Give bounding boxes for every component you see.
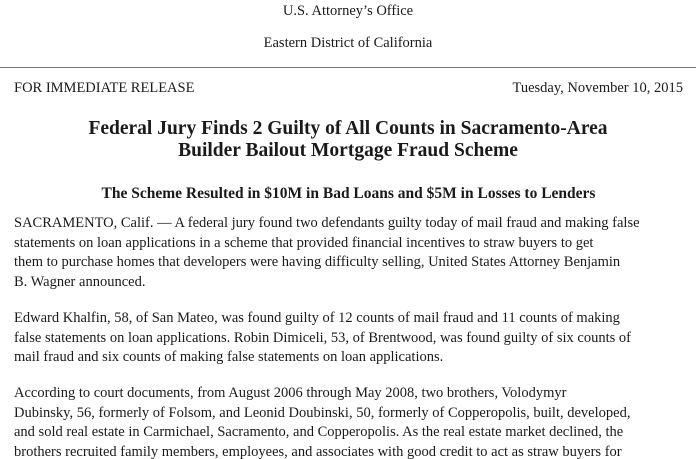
- paragraph-line: mail fraud and six counts of making false statements on loan applications.: [14, 349, 444, 365]
- headline-line-1: Federal Jury Finds 2 Guilty of All Counts in Sacramento-Area: [88, 118, 608, 139]
- headline: [20, 118, 676, 162]
- headline-line-2: Builder Bailout Mortgage Fraud Scheme: [178, 140, 518, 161]
- body-paragraph-3: [14, 384, 684, 459]
- body-paragraph-2: [14, 309, 684, 368]
- paragraph-line: them to purchase homes that developers were having difficulty selling, United States Attorney Benjamin: [14, 254, 621, 270]
- paragraph-line: Dubinsky, 56, formerly of Folsom, and Leonid Doubinski, 50, formerly of Copperopolis, built, developed,: [14, 404, 631, 421]
- district-name: Eastern District of California: [263, 35, 433, 51]
- body-paragraph-1: [14, 214, 684, 292]
- paragraph-line: brothers recruited family members, employees, and associates with good credit to act as straw buyers for: [14, 443, 622, 459]
- paragraph-line: B. Wagner announced.: [14, 273, 146, 290]
- header-divider: [0, 67, 696, 68]
- release-label: FOR IMMEDIATE RELEASE: [14, 80, 195, 96]
- paragraph-line: and sold real estate in Carmichael, Sacramento, and Copperopolis. As the real estate market declined, the: [14, 424, 624, 440]
- paragraph-line: SACRAMENTO, Calif. — A federal jury found two defendants guilty today of mail fraud and making false: [14, 215, 640, 231]
- office-name: U.S. Attorney’s Office: [282, 3, 414, 19]
- paragraph-line: statements on loan applications in a scheme that provided financial incentives to straw buyers to get: [14, 234, 594, 251]
- paragraph-line: According to court documents, from August 2006 through May 2008, two brothers, Volodymyr: [14, 385, 567, 401]
- paragraph-line: Edward Khalfin, 58, of San Mateo, was found guilty of 12 counts of mail fraud and 11 counts of making: [14, 310, 620, 326]
- release-date: Tuesday, November 10, 2015: [512, 80, 683, 96]
- paragraph-line: false statements on loan applications. Robin Dimiceli, 53, of Brentwood, was found guilty of six counts of: [14, 329, 631, 346]
- subheadline: The Scheme Resulted in $10M in Bad Loans and $5M in Losses to Lenders: [101, 185, 596, 202]
